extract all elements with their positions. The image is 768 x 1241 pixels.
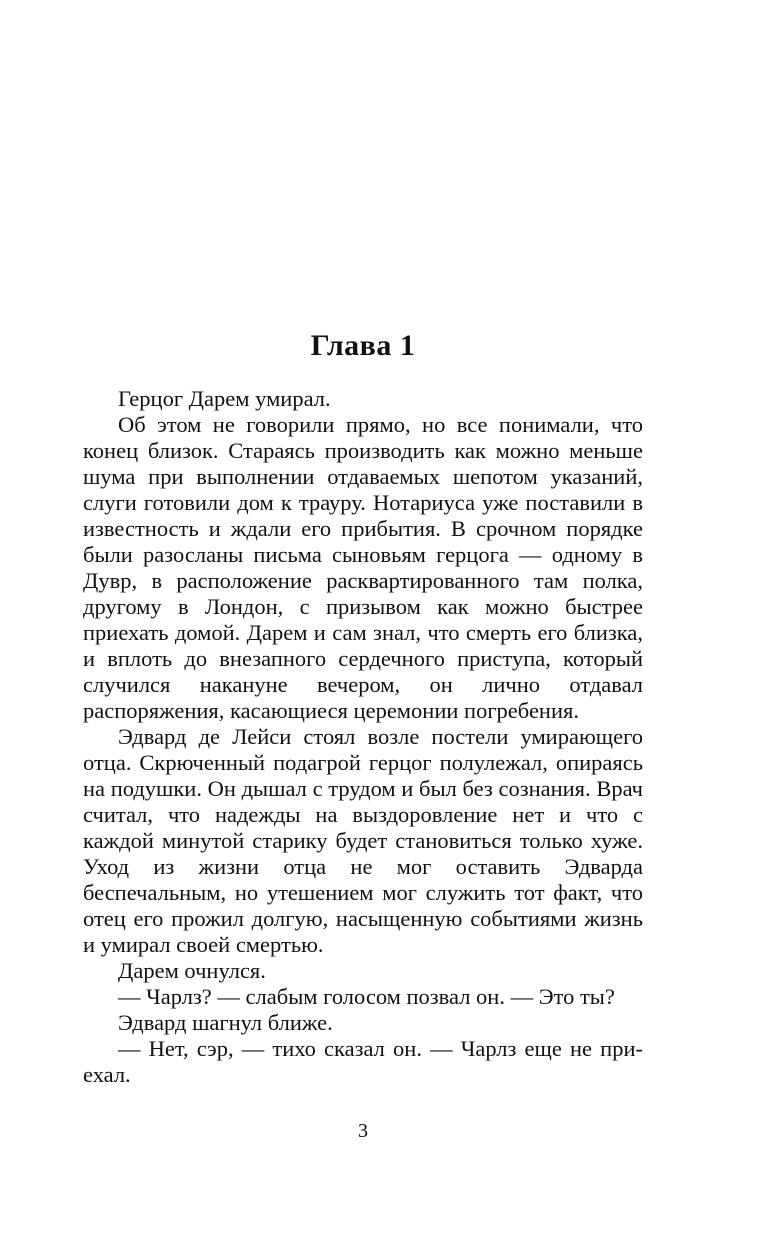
paragraph: Об этом не говорили прямо, но все понимали, что конец близок. Стараясь производить как можно меньше шума при выполнении отдаваемых шепотом указаний, слуги готовили дом к трауру. Нотариуса уже поставили в известность и ждали его прибытия. В срочном порядке были разосланы письма сыновьям герцога — одному в Дувр, в расположение расквартированного там полка, другому в Лондон, с призывом как можно быстрее приехать домой. Дарем и сам знал, что смерть его близка, и вплоть до внезапного сердечного приступа, который случился накануне вечером, он лично отдавал распоряжения, касающиеся церемонии погребения.	[83, 412, 643, 723]
book-page	[83, 0, 643, 1241]
page-number: 3	[358, 1120, 368, 1142]
chapter-title: Глава 1	[310, 329, 416, 362]
paragraph: Эдвард шагнул ближе.	[118, 1010, 333, 1035]
dialogue-line: — Нет, сэр, — тихо сказал он. — Чарлз еще не приехал.	[83, 1036, 643, 1087]
paragraph: Герцог Дарем умирал.	[118, 386, 331, 411]
paragraph: Дарем очнулся.	[118, 958, 266, 983]
paragraph: Эдвард де Лейси стоял возле постели умирающего отца. Скрюченный подагрой герцог полулежал, опираясь на подушки. Он дышал с трудом и был без сознания. Врач считал, что надежды на выздоровление нет и что с каждой минутой старику будет становиться только хуже. Уход из жизни отца не мог оставить Эдварда беспечальным, но утешением мог служить тот факт, что отец его прожил долгую, насыщенную событиями жизнь и умирал своей смертью.	[83, 724, 643, 957]
dialogue-line: — Чарлз? — слабым голосом позвал он. — Это ты?	[118, 984, 615, 1009]
chapter-body	[83, 386, 643, 1088]
